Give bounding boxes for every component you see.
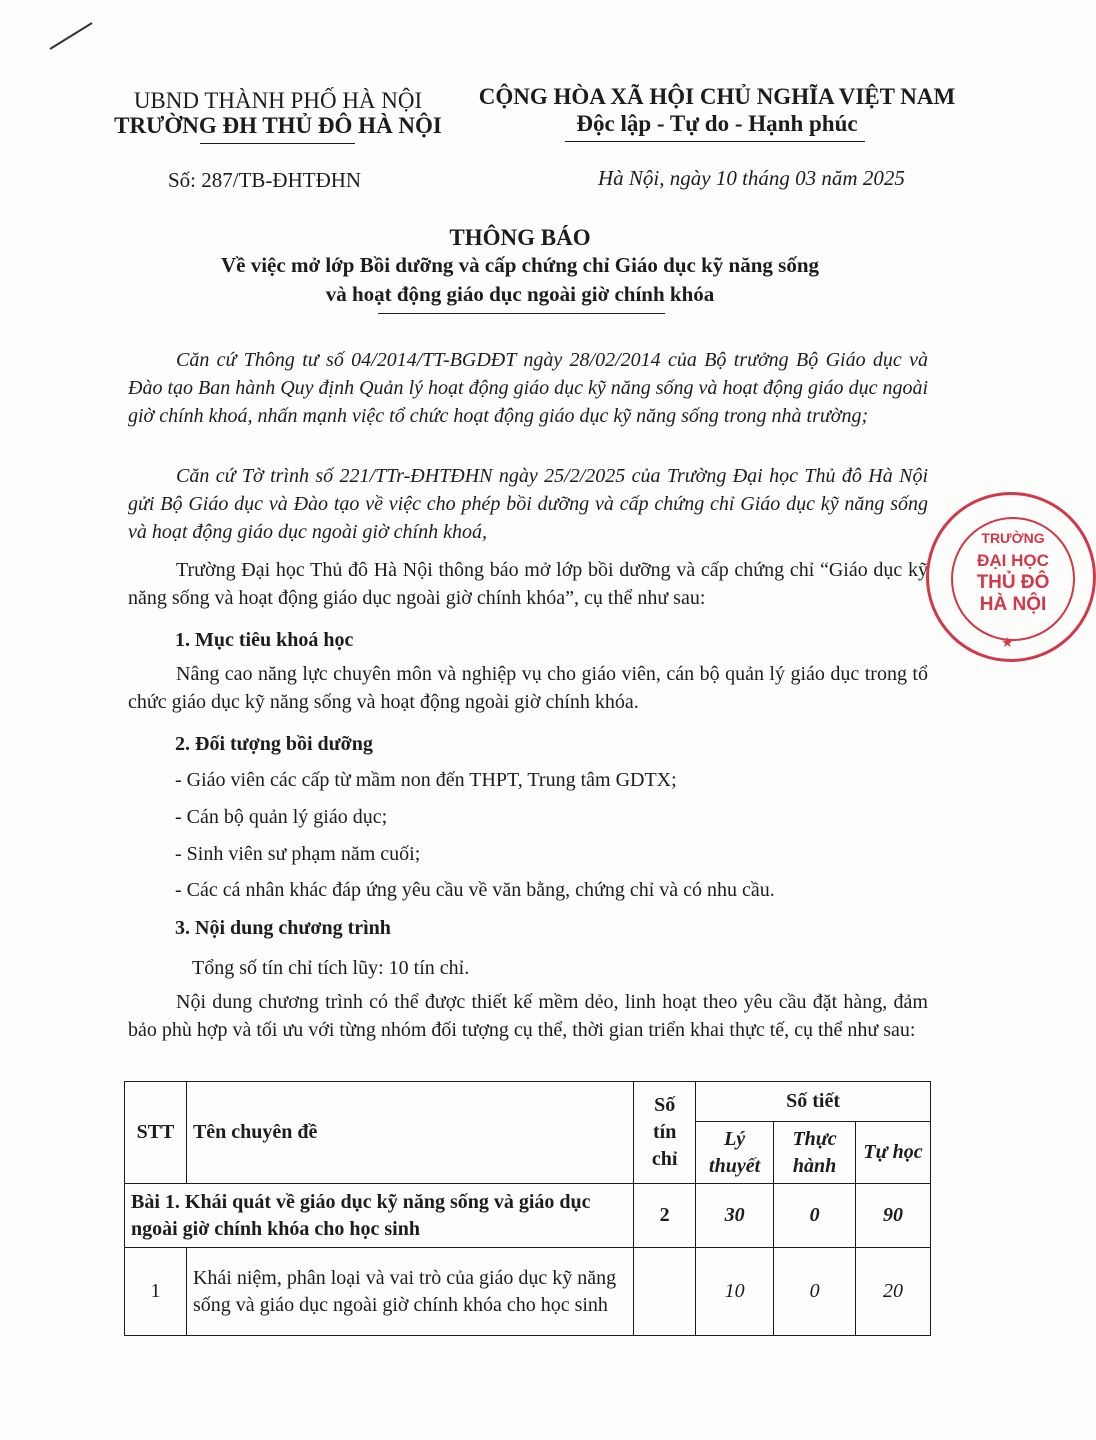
document-title: THÔNG BÁO — [449, 225, 591, 250]
section-content-body: Nội dung chương trình có thể được thiết kế mềm dẻo, linh hoạt theo yêu cầu đặt hàng, đảm bảo phù hợp và tối ưu với từng nhóm đối tượng cụ thể, thời gian triển khai thực tế, cụ thể như sau: — [128, 991, 928, 1041]
row-theory: 10 — [696, 1248, 774, 1336]
preamble-announcement: Trường Đại học Thủ đô Hà Nội thông báo mở lớp bồi dưỡng và cấp chứng chỉ “Giáo dục kỹ năng sống và hoạt động giáo dục ngoài giờ chính khóa”, cụ thể như sau: — [128, 559, 928, 609]
seal-text: TRƯỜNG — [981, 530, 1045, 546]
document-subtitle-1: Về việc mở lớp Bồi dưỡng và cấp chứng chỉ Giáo dục kỹ năng sống — [220, 253, 819, 277]
issuer-school: TRƯỜNG ĐH THỦ ĐÔ HÀ NỘI — [114, 113, 442, 138]
section-audience-heading: 2. Đối tượng bồi dưỡng — [175, 733, 373, 755]
issuer-underline — [200, 143, 355, 144]
header-periods: Số tiết — [696, 1082, 931, 1122]
document-date: Hà Nội, ngày 10 tháng 03 năm 2025 — [598, 166, 905, 190]
lesson-credits: 2 — [634, 1184, 696, 1248]
header-stt: STT — [125, 1082, 187, 1184]
table-row — [125, 1248, 931, 1336]
audience-item: - Cán bộ quản lý giáo dục; — [175, 806, 388, 828]
header-self-study: Tự học — [856, 1122, 931, 1184]
total-credits: Tổng số tín chỉ tích lũy: 10 tín chỉ. — [192, 957, 470, 979]
official-seal-stamp — [926, 492, 1096, 662]
audience-item: - Các cá nhân khác đáp ứng yêu cầu về văn bằng, chứng chỉ và có nhu cầu. — [175, 879, 775, 901]
national-motto: Độc lập - Tự do - Hạnh phúc — [576, 111, 858, 136]
motto-underline — [565, 141, 865, 142]
lesson-self-study: 90 — [856, 1184, 931, 1248]
title-underline — [378, 313, 665, 314]
audience-item: - Giáo viên các cấp từ mầm non đến THPT, Trung tâm GDTX; — [175, 769, 677, 791]
program-table — [124, 1081, 931, 1336]
document-subtitle-2: và hoạt động giáo dục ngoài giờ chính khóa — [325, 282, 715, 306]
row-stt: 1 — [125, 1248, 187, 1336]
section-content-heading: 3. Nội dung chương trình — [175, 917, 391, 939]
national-title: CỘNG HÒA XÃ HỘI CHỦ NGHĨA VIỆT NAM — [478, 84, 956, 109]
document-number: Số: 287/TB-ĐHTĐHN — [168, 168, 362, 192]
section-objectives-body: Nâng cao năng lực chuyên môn và nghiệp vụ cho giáo viên, cán bộ quản lý giáo dục trong tổ chức giáo dục kỹ năng sống và hoạt động ngoài giờ chính khóa. — [128, 663, 928, 713]
preamble-circular: Căn cứ Thông tư số 04/2014/TT-BGDĐT ngày 28/02/2014 của Bộ trưởng Bộ Giáo dục và Đào tạo Ban hành Quy định Quản lý hoạt động giáo dục kỹ năng sống và hoạt động giáo dục ngoài giờ chính khoá, nhấn mạnh việc tổ chức hoạt động giáo dục kỹ năng sống trong nhà trường; — [128, 349, 928, 427]
pen-mark-icon — [40, 15, 100, 55]
lesson-title: Bài 1. Khái quát về giáo dục kỹ năng sống và giáo dục ngoài giờ chính khóa cho học sinh — [125, 1184, 634, 1248]
lesson-practice: 0 — [774, 1184, 856, 1248]
header-credits: Số tín chỉ — [634, 1082, 696, 1184]
header-practice: Thực hành — [774, 1122, 856, 1184]
row-practice: 0 — [774, 1248, 856, 1336]
audience-item: - Sinh viên sư phạm năm cuối; — [175, 843, 421, 865]
row-self-study: 20 — [856, 1248, 931, 1336]
seal-text: THỦ ĐÔ — [976, 572, 1050, 593]
seal-text: HÀ NỘI — [979, 594, 1047, 615]
seal-text: ĐẠI HỌC — [977, 551, 1049, 570]
preamble-proposal: Căn cứ Tờ trình số 221/TTr-ĐHTĐHN ngày 25/2/2025 của Trường Đại học Thủ đô Hà Nội gửi Bộ Giáo dục và Đào tạo về việc cho phép bồi dưỡng và cấp chứng chỉ Giáo dục kỹ năng sống và hoạt động giáo dục ngoài giờ chính khoá, — [128, 465, 928, 543]
section-objectives-heading: 1. Mục tiêu khoá học — [175, 629, 354, 651]
issuer-authority: UBND THÀNH PHỐ HÀ NỘI — [133, 88, 423, 113]
row-credits — [634, 1248, 696, 1336]
header-topic: Tên chuyên đề — [186, 1082, 633, 1184]
table-row — [125, 1184, 931, 1248]
row-title: Khái niệm, phân loại và vai trò của giáo dục kỹ năng sống và giáo dục ngoài giờ chính khóa cho học sinh — [186, 1248, 633, 1336]
header-theory: Lý thuyết — [696, 1122, 774, 1184]
lesson-theory: 30 — [696, 1184, 774, 1248]
seal-star-icon: ★ — [1001, 636, 1014, 651]
